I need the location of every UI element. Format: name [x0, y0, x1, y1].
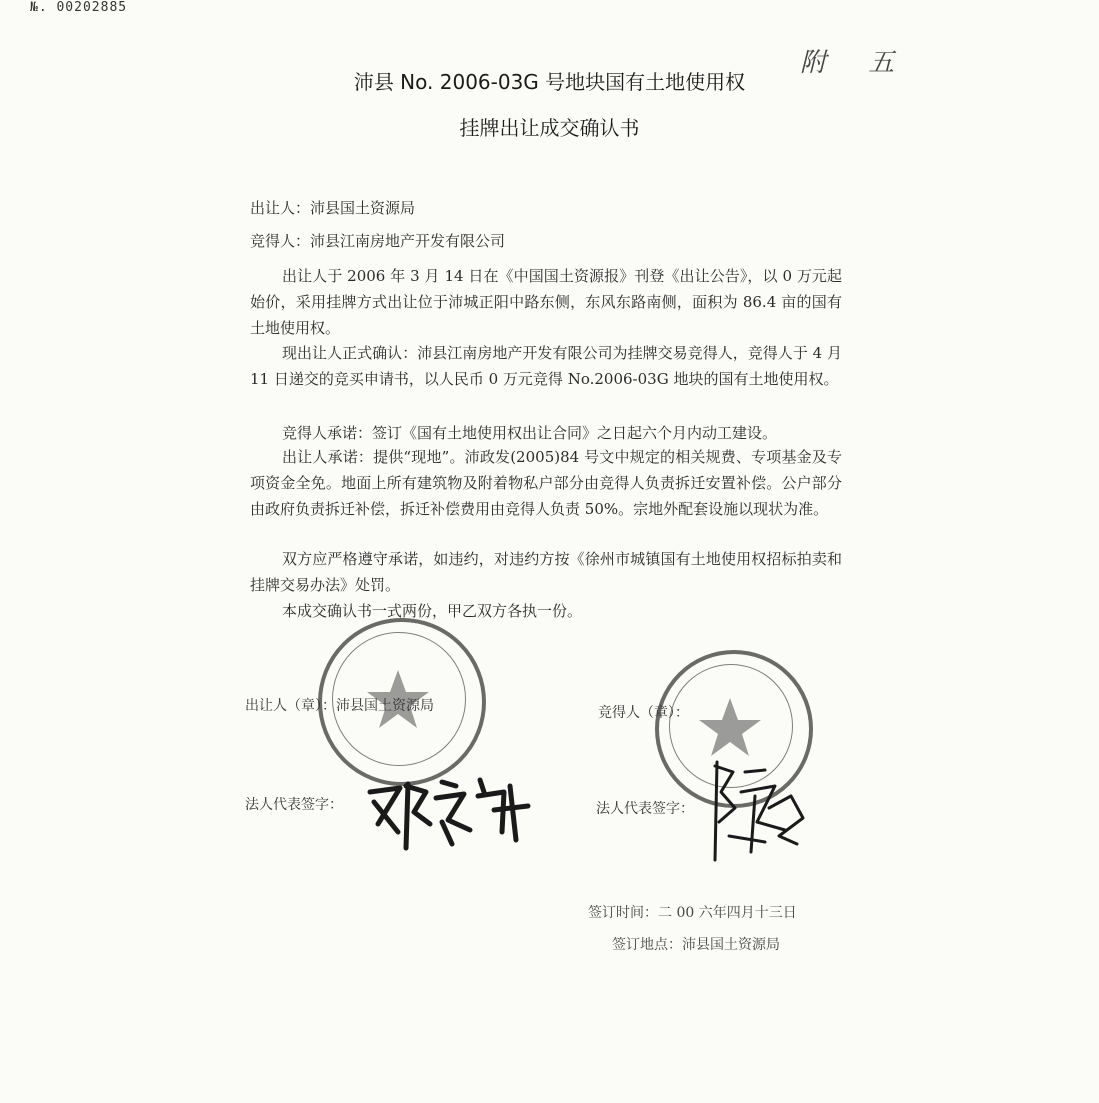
- transferor-party-label: 出让人（章）：沛县国土资源局: [245, 698, 434, 714]
- handwritten-annotation: 附 五: [800, 48, 895, 78]
- document-title-line1: 沛县 No. 2006-03G 号地块国有土地使用权: [353, 70, 746, 94]
- sign-place: 签订地点：沛县国土资源局: [612, 937, 780, 953]
- paragraph-confirmation: 现出让人正式确认：沛县江南房地产开发有限公司为挂牌交易竞得人，竞得人于 4 月 11 日递交的竞买申请书，以人民币 0 万元竞得 No.2006-03G 地块的国有土地使用权。: [250, 344, 842, 388]
- winner-handwritten-signature: [705, 752, 815, 867]
- paragraph-announcement: 出让人于 2006 年 3 月 14 日在《中国国土资源报》刊登《出让公告》，以 0 万元起始价，采用挂牌方式出让位于沛城正阳中路东侧，东风东路南侧，面积为 86.4 亩的国有土地使用权。: [250, 267, 842, 337]
- paragraph-transferor-promise: 出让人承诺：提供“现地”。沛政发(2005)84 号文中规定的相关规费、专项基金及专项资金全免。地面上所有建筑物及附着物私户部分由竞得人负责拆迁安置补偿。公户部分由政府负责拆迁补偿，拆迁补偿费用由竞得人负责 50%。宗地外配套设施以现状为准。: [250, 448, 842, 518]
- serial-number: №. 00202885: [30, 0, 128, 15]
- paragraph-copies: 本成交确认书一式两份，甲乙双方各执一份。: [282, 602, 583, 620]
- transferor-rep-label: 法人代表签字：: [245, 797, 343, 813]
- paragraph-winner-promise: 竞得人承诺：签订《国有土地使用权出让合同》之日起六个月内动工建设。: [282, 424, 778, 442]
- transferor-line: 出让人：沛县国土资源局: [250, 199, 416, 217]
- sign-date: 签订时间：二 00 六年四月十三日: [588, 905, 797, 921]
- winner-rep-label: 法人代表签字：: [596, 801, 694, 817]
- document-title-line2: 挂牌出让成交确认书: [459, 116, 640, 140]
- winner-line: 竞得人：沛县江南房地产开发有限公司: [250, 232, 506, 250]
- paragraph-breach: 双方应严格遵守承诺，如违约，对违约方按《徐州市城镇国有土地使用权招标拍卖和挂牌交易办法》处罚。: [250, 550, 842, 594]
- winner-party-label: 竞得人（章）：: [598, 705, 689, 721]
- transferor-handwritten-signature: [360, 762, 540, 857]
